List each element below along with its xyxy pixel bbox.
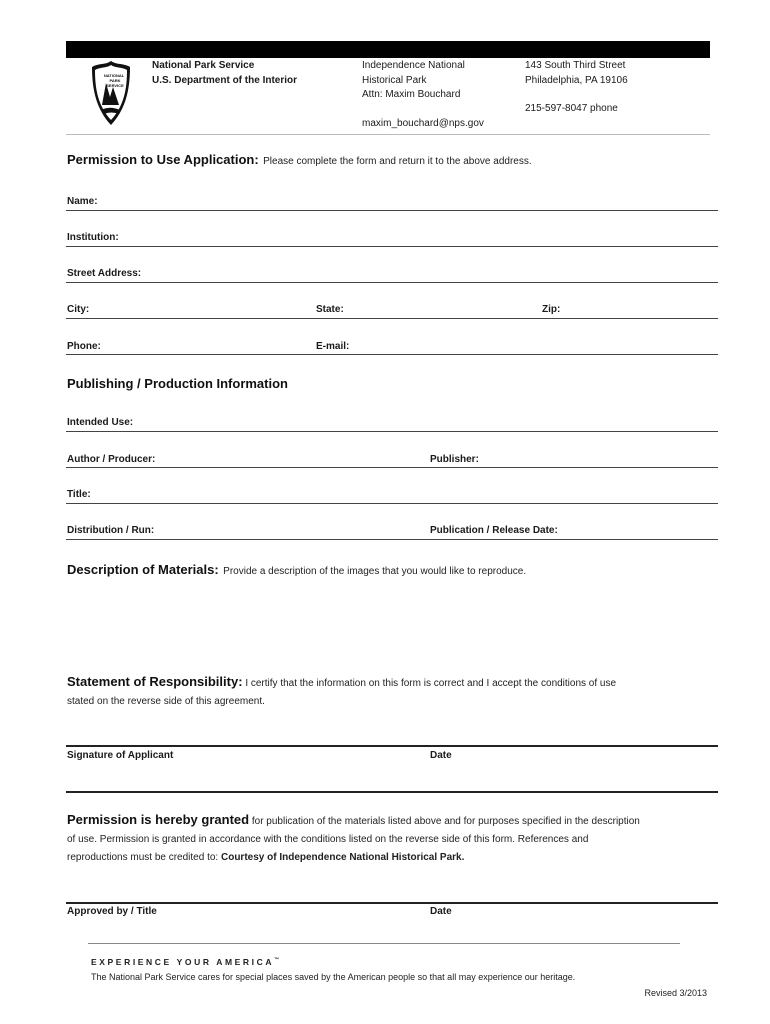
agency-name: National Park Service (152, 60, 255, 71)
responsibility-text-1: I certify that the information on this form is correct and I accept the conditions of use (245, 678, 617, 689)
author-producer-label: Author / Producer: (67, 454, 156, 465)
city-state-zip-field-line[interactable] (66, 318, 718, 319)
permission-credit: Courtesy of Independence National Historical Park. (220, 852, 465, 863)
zip-label: Zip: (542, 304, 561, 315)
permission-text-2: of use. Permission is granted in accordance with the conditions listed on the reverse side of this form. References and (67, 834, 589, 845)
contact-email: maxim_bouchard@nps.gov (362, 117, 484, 129)
street-address-label: Street Address: (67, 268, 142, 279)
phone-email-field-line[interactable] (66, 354, 718, 355)
park-line-1: Independence National (362, 60, 465, 71)
attn-line: Attn: Maxim Bouchard (362, 89, 461, 100)
street-line: 143 South Third Street (525, 60, 626, 71)
city-state-zip-line: Philadelphia, PA 19106 (525, 74, 628, 86)
nps-arrowhead-logo-icon (90, 59, 132, 127)
slogan-text: EXPERIENCE YOUR AMERICA (91, 957, 275, 967)
permission-text-1: for publication of the materials listed above and for purposes specified in the description (251, 816, 640, 827)
name-label: Name: (67, 196, 98, 207)
responsibility-title: Statement of Responsibility: (67, 674, 243, 689)
logo-text-service: SERVICE (106, 83, 124, 88)
header-divider (66, 134, 710, 135)
footer-tagline: The National Park Service cares for special places saved by the American people so that all may experience our heritage. (91, 972, 576, 982)
revision-date: Revised 3/2013 (644, 988, 707, 998)
author-publisher-field-line[interactable] (66, 467, 718, 468)
street-address-block (525, 59, 628, 117)
materials-instruction: Provide a description of the images that you would like to reproduce. (223, 566, 527, 577)
distribution-field-line[interactable] (66, 539, 718, 540)
signature-date-label: Date (430, 750, 452, 761)
permission-title: Permission is hereby granted (67, 812, 250, 827)
approval-date-label: Date (430, 906, 452, 917)
header-black-bar (66, 41, 710, 58)
name-field-line[interactable] (66, 210, 718, 211)
responsibility-text-2: stated on the reverse side of this agreement. (67, 696, 265, 707)
approved-by-label: Approved by / Title (67, 906, 157, 917)
distribution-label: Distribution / Run: (67, 525, 155, 536)
materials-description-area[interactable] (66, 585, 718, 665)
approval-line[interactable] (66, 902, 718, 904)
phone-label: Phone: (67, 341, 101, 352)
intended-use-field-line[interactable] (66, 431, 718, 432)
logo-text-park: PARK (109, 78, 121, 83)
street-address-field-line[interactable] (66, 282, 718, 283)
institution-field-line[interactable] (66, 246, 718, 247)
experience-your-america-slogan (91, 957, 279, 967)
state-label: State: (316, 304, 344, 315)
trademark-mark: ™ (274, 957, 280, 964)
application-instruction: Please complete the form and return it to the above address. (263, 156, 532, 167)
application-heading (67, 151, 532, 169)
release-date-label: Publication / Release Date: (430, 525, 558, 536)
city-label: City: (67, 304, 90, 315)
agency-block (152, 59, 297, 88)
intended-use-label: Intended Use: (67, 417, 134, 428)
signature-line[interactable] (66, 745, 718, 747)
park-line-2: Historical Park (362, 74, 427, 86)
signature-label: Signature of Applicant (67, 750, 174, 761)
department-name: U.S. Department of the Interior (152, 74, 298, 86)
phone-line: 215-597-8047 phone (525, 103, 618, 114)
publisher-label: Publisher: (430, 454, 479, 465)
permission-text-3: reproductions must be credited to: (67, 852, 219, 863)
permission-divider (66, 791, 718, 793)
park-address-block (362, 59, 484, 131)
publishing-title: Publishing / Production Information (67, 376, 288, 391)
materials-heading (67, 561, 526, 579)
responsibility-block (67, 673, 717, 711)
permission-block (67, 811, 717, 867)
logo-text-national: NATIONAL (103, 73, 125, 78)
institution-label: Institution: (67, 232, 119, 243)
title-field-line[interactable] (66, 503, 718, 504)
application-title: Permission to Use Application: (67, 152, 259, 167)
title-label: Title: (67, 489, 91, 500)
footer-divider (88, 943, 680, 944)
email-label: E-mail: (316, 341, 350, 352)
materials-title: Description of Materials: (67, 562, 219, 577)
